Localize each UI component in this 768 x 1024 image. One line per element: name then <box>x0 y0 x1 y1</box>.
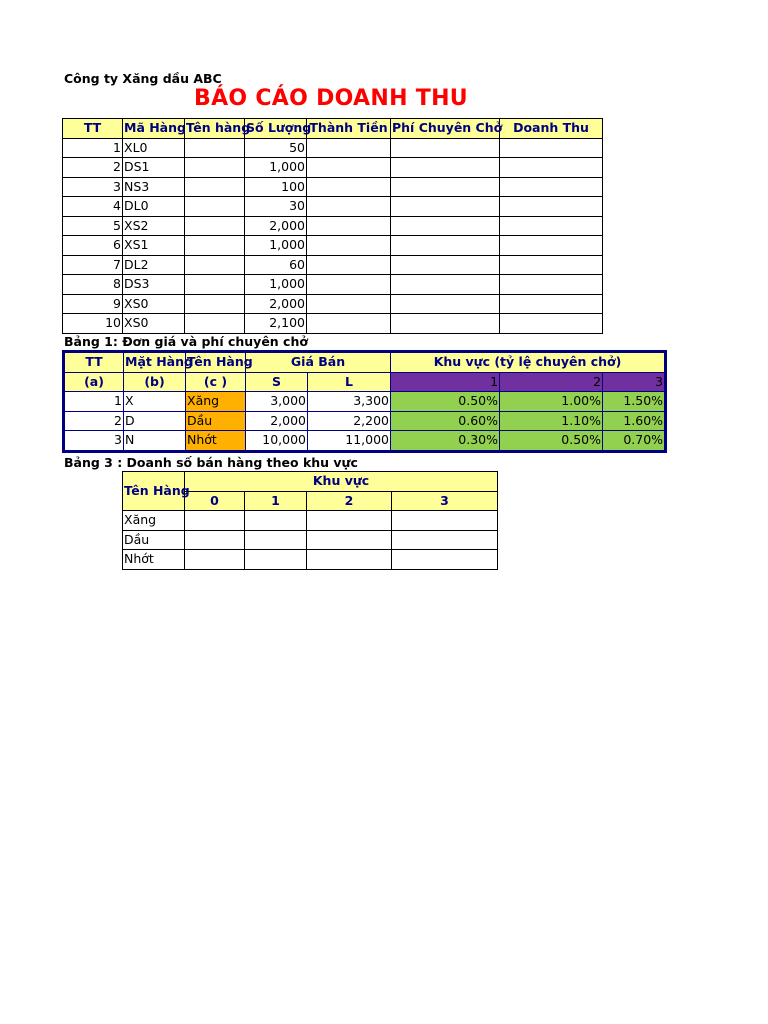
t1-cell-code: D <box>124 411 186 431</box>
table-row <box>63 294 603 314</box>
t1-cell-rate-3: 1.50% <box>603 392 666 412</box>
t3-cell-region-1 <box>245 530 307 550</box>
cell-qty: 30 <box>245 197 307 217</box>
table-row <box>63 275 603 295</box>
cell-tt: 4 <box>63 197 123 217</box>
cell-revenue <box>500 197 603 217</box>
t1-header-item: Mặt Hàng <box>124 352 186 373</box>
cell-shipping <box>391 255 500 275</box>
cell-code: XS1 <box>123 236 185 256</box>
cell-tt: 7 <box>63 255 123 275</box>
t1-cell-rate-2: 1.10% <box>500 411 603 431</box>
cell-qty: 1,000 <box>245 236 307 256</box>
cell-qty: 2,100 <box>245 314 307 334</box>
table-row <box>63 255 603 275</box>
cell-name <box>185 197 245 217</box>
cell-tt: 3 <box>63 177 123 197</box>
cell-code: XL0 <box>123 138 185 158</box>
t3-header-region: Khu vực <box>185 472 498 492</box>
t1-cell-rate-2: 1.00% <box>500 392 603 412</box>
table3-caption: Bảng 3 : Doanh số bán hàng theo khu vực <box>64 455 358 470</box>
price-table <box>62 350 667 453</box>
table-row <box>63 138 603 158</box>
cell-shipping <box>391 236 500 256</box>
t1-cell-name: Xăng <box>186 392 246 412</box>
t3-cell-name: Nhớt <box>123 550 185 570</box>
cell-code: XS2 <box>123 216 185 236</box>
col-header-qty: Số Lượng <box>245 119 307 139</box>
t1-cell-code: N <box>124 431 186 452</box>
t1-sub-s: S <box>246 372 308 392</box>
cell-qty: 2,000 <box>245 216 307 236</box>
table-row <box>64 392 666 412</box>
t1-cell-tt: 2 <box>64 411 124 431</box>
table-row <box>64 431 666 452</box>
cell-shipping <box>391 275 500 295</box>
cell-amount <box>307 177 391 197</box>
t3-header-name: Tên Hàng <box>123 472 185 511</box>
t3-cell-name: Xăng <box>123 511 185 531</box>
table-row <box>63 216 603 236</box>
t3-cell-region-2 <box>307 530 392 550</box>
t3-cell-name: Dầu <box>123 530 185 550</box>
cell-amount <box>307 138 391 158</box>
t1-header-tt: TT <box>64 352 124 373</box>
table-row <box>63 197 603 217</box>
t1-cell-price-l: 3,300 <box>308 392 391 412</box>
t3-cell-region-3 <box>392 550 498 570</box>
col-header-name: Tên hàng <box>185 119 245 139</box>
t3-cell-region-0 <box>185 530 245 550</box>
cell-tt: 2 <box>63 158 123 178</box>
t1-header-region: Khu vực (tỷ lệ chuyên chở) <box>391 352 666 373</box>
t1-cell-price-s: 3,000 <box>246 392 308 412</box>
cell-name <box>185 255 245 275</box>
cell-code: XS0 <box>123 294 185 314</box>
cell-name <box>185 158 245 178</box>
cell-amount <box>307 294 391 314</box>
cell-shipping <box>391 197 500 217</box>
cell-name <box>185 216 245 236</box>
cell-shipping <box>391 216 500 236</box>
table-row <box>63 177 603 197</box>
t1-cell-tt: 1 <box>64 392 124 412</box>
cell-revenue <box>500 177 603 197</box>
cell-tt: 9 <box>63 294 123 314</box>
cell-code: NS3 <box>123 177 185 197</box>
col-header-code: Mã Hàng <box>123 119 185 139</box>
t1-cell-tt: 3 <box>64 431 124 452</box>
t1-cell-rate-1: 0.50% <box>391 392 500 412</box>
region-sales-table <box>122 471 498 570</box>
t1-cell-code: X <box>124 392 186 412</box>
col-header-shipping: Phí Chuyên Chở <box>391 119 500 139</box>
cell-amount <box>307 275 391 295</box>
cell-code: DS3 <box>123 275 185 295</box>
cell-code: DL0 <box>123 197 185 217</box>
cell-tt: 6 <box>63 236 123 256</box>
cell-amount <box>307 197 391 217</box>
t1-cell-rate-3: 1.60% <box>603 411 666 431</box>
t3-region-1: 1 <box>245 491 307 511</box>
t3-region-0: 0 <box>185 491 245 511</box>
cell-name <box>185 236 245 256</box>
cell-tt: 8 <box>63 275 123 295</box>
t1-sub-b: (b) <box>124 372 186 392</box>
cell-revenue <box>500 255 603 275</box>
cell-qty: 2,000 <box>245 294 307 314</box>
cell-name <box>185 138 245 158</box>
t1-cell-rate-1: 0.60% <box>391 411 500 431</box>
cell-revenue <box>500 275 603 295</box>
cell-amount <box>307 314 391 334</box>
cell-amount <box>307 255 391 275</box>
cell-code: DS1 <box>123 158 185 178</box>
t3-cell-region-1 <box>245 511 307 531</box>
cell-qty: 60 <box>245 255 307 275</box>
t1-cell-rate-3: 0.70% <box>603 431 666 452</box>
t1-cell-price-s: 10,000 <box>246 431 308 452</box>
company-name: Công ty Xăng dầu ABC <box>64 71 222 86</box>
cell-tt: 5 <box>63 216 123 236</box>
cell-revenue <box>500 236 603 256</box>
cell-code: DL2 <box>123 255 185 275</box>
col-header-amount: Thành Tiền <box>307 119 391 139</box>
t1-cell-price-l: 11,000 <box>308 431 391 452</box>
t3-cell-region-2 <box>307 511 392 531</box>
t3-cell-region-3 <box>392 530 498 550</box>
t3-cell-region-0 <box>185 550 245 570</box>
sales-table <box>62 118 603 334</box>
t1-sub-l: L <box>308 372 391 392</box>
cell-revenue <box>500 216 603 236</box>
cell-qty: 1,000 <box>245 158 307 178</box>
cell-qty: 1,000 <box>245 275 307 295</box>
cell-shipping <box>391 294 500 314</box>
cell-revenue <box>500 138 603 158</box>
cell-amount <box>307 236 391 256</box>
table-row <box>123 530 498 550</box>
table-row <box>123 511 498 531</box>
t3-cell-region-3 <box>392 511 498 531</box>
t3-region-3: 3 <box>392 491 498 511</box>
table-row <box>63 236 603 256</box>
t1-region-2: 2 <box>500 372 603 392</box>
report-title: BÁO CÁO DOANH THU <box>194 86 468 111</box>
cell-amount <box>307 158 391 178</box>
t3-region-2: 2 <box>307 491 392 511</box>
cell-qty: 100 <box>245 177 307 197</box>
t1-cell-rate-1: 0.30% <box>391 431 500 452</box>
sales-table-header <box>63 119 603 139</box>
cell-amount <box>307 216 391 236</box>
t1-region-3: 3 <box>603 372 666 392</box>
t1-cell-rate-2: 0.50% <box>500 431 603 452</box>
cell-name <box>185 314 245 334</box>
t1-header-price: Giá Bán <box>246 352 391 373</box>
cell-qty: 50 <box>245 138 307 158</box>
table-row <box>63 314 603 334</box>
t1-sub-c: (c ) <box>186 372 246 392</box>
table1-caption: Bảng 1: Đơn giá và phí chuyên chở <box>64 334 308 349</box>
table-row <box>63 158 603 178</box>
cell-shipping <box>391 314 500 334</box>
cell-shipping <box>391 158 500 178</box>
t1-sub-a: (a) <box>64 372 124 392</box>
cell-tt: 10 <box>63 314 123 334</box>
t1-cell-price-s: 2,000 <box>246 411 308 431</box>
table-row <box>64 411 666 431</box>
cell-revenue <box>500 294 603 314</box>
cell-revenue <box>500 158 603 178</box>
cell-shipping <box>391 138 500 158</box>
t1-header-name: Tên Hàng <box>186 352 246 373</box>
t3-cell-region-1 <box>245 550 307 570</box>
col-header-tt: TT <box>63 119 123 139</box>
cell-shipping <box>391 177 500 197</box>
cell-name <box>185 294 245 314</box>
t1-region-1: 1 <box>391 372 500 392</box>
t3-cell-region-0 <box>185 511 245 531</box>
cell-revenue <box>500 314 603 334</box>
t1-cell-price-l: 2,200 <box>308 411 391 431</box>
t1-cell-name: Nhớt <box>186 431 246 452</box>
cell-tt: 1 <box>63 138 123 158</box>
t1-cell-name: Dầu <box>186 411 246 431</box>
cell-name <box>185 275 245 295</box>
cell-code: XS0 <box>123 314 185 334</box>
cell-name <box>185 177 245 197</box>
t3-cell-region-2 <box>307 550 392 570</box>
table-row <box>123 550 498 570</box>
col-header-revenue: Doanh Thu <box>500 119 603 139</box>
